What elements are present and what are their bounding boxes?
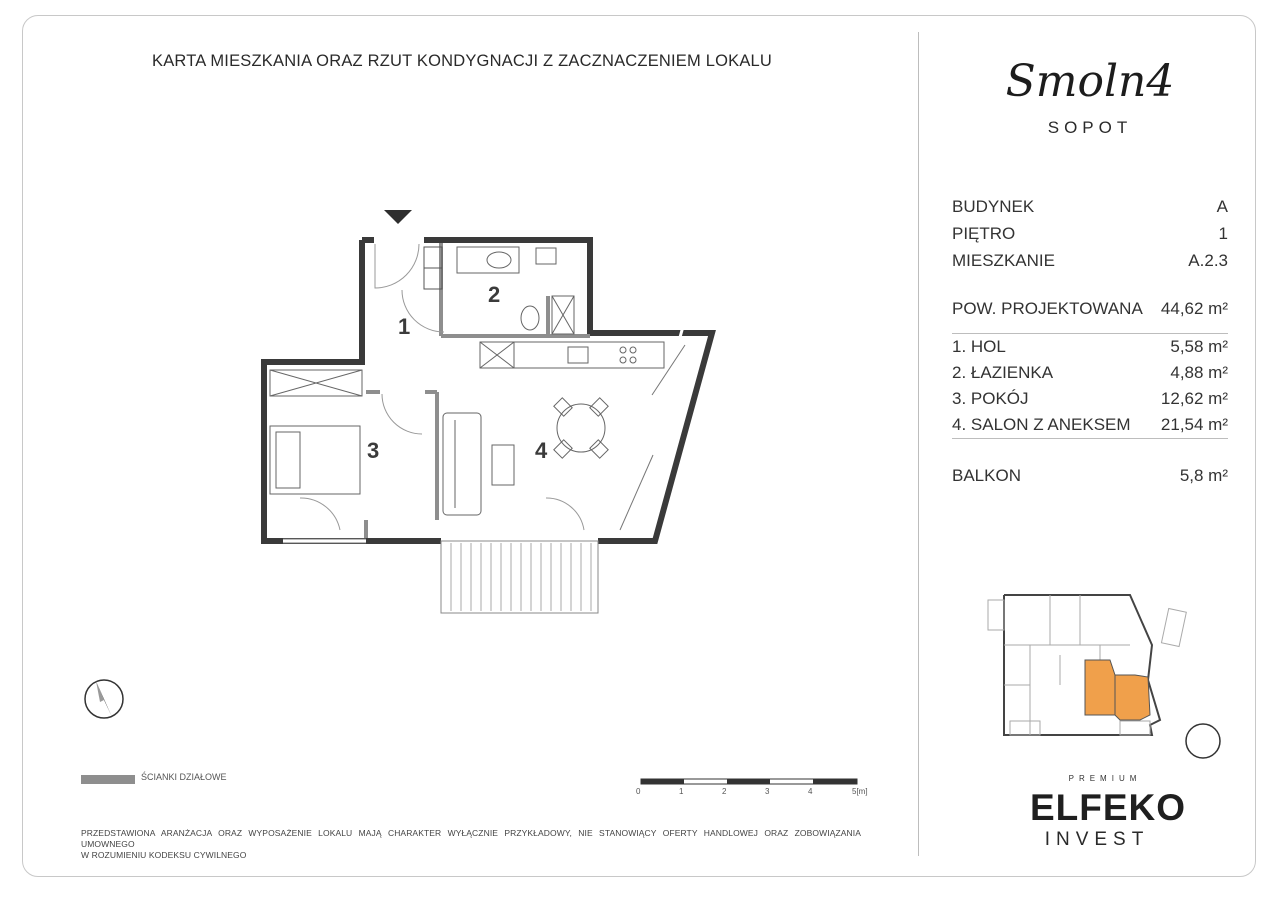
room-list: [952, 333, 1228, 439]
room-row: [952, 334, 1228, 360]
room-area: 4,88 m²: [1170, 363, 1228, 382]
info-value: A.2.3: [1188, 251, 1228, 270]
room-area: 5,58 m²: [1170, 337, 1228, 356]
info-value: A: [1216, 197, 1228, 216]
room-row: [952, 360, 1228, 386]
scale-tick: 1: [679, 787, 684, 796]
disclaimer: [81, 828, 861, 861]
developer-premium: PREMIUM: [1068, 774, 1142, 783]
key-floor-plan: [960, 575, 1240, 765]
sofa: [443, 413, 514, 515]
balcony-slats: [451, 543, 591, 611]
partition-legend-label: ŚCIANKI DZIAŁOWE: [141, 772, 227, 782]
scale-tick: 4: [808, 787, 813, 796]
info-label: BUDYNEK: [952, 197, 1035, 216]
developer-sub: INVEST: [1044, 829, 1150, 850]
balcony: [441, 541, 598, 613]
info-label: POW. PROJEKTOWANA: [952, 299, 1143, 318]
highlighted-unit: [1085, 660, 1150, 720]
info-row-floor: [952, 220, 1228, 247]
info-value: 1: [1218, 224, 1228, 243]
info-label: BALKON: [952, 466, 1021, 485]
partition-legend-swatch: [81, 775, 135, 784]
room-row: [952, 386, 1228, 412]
room-label: 4. SALON Z ANEKSEM: [952, 415, 1131, 434]
compass-icon: [1186, 724, 1220, 758]
info-value: 44,62 m²: [1160, 299, 1228, 318]
entrance-arrow-icon: [384, 210, 412, 224]
disclaimer-line-2: W ROZUMIENIU KODEKSU CYWILNEGO: [81, 850, 247, 860]
scale-tick: 0: [636, 787, 641, 796]
scale-tick: 5[m]: [852, 787, 868, 796]
info-row-building: [952, 193, 1228, 220]
info-row-balcony: [952, 462, 1228, 489]
room-number-4: 4: [535, 438, 548, 463]
bathroom-fixtures: [457, 247, 574, 334]
room-number-2: 2: [488, 282, 501, 307]
info-value: 5,8 m²: [1179, 466, 1228, 485]
info-label: PIĘTRO: [952, 224, 1016, 243]
kitchen-counter: [480, 342, 664, 368]
developer-logo: ELFEKO: [1030, 787, 1187, 828]
scale-tick: 3: [765, 787, 770, 796]
room-label: 1. HOL: [952, 337, 1006, 356]
info-row-apartment: [952, 247, 1228, 274]
compass-icon: [85, 680, 123, 718]
bedroom-furniture: [270, 370, 362, 494]
room-number-1: 1: [398, 314, 411, 339]
info-label: MIESZKANIE: [952, 251, 1055, 270]
project-logo: Smoln4: [1005, 56, 1175, 107]
building-info: [952, 193, 1228, 274]
room-label: 3. POKÓJ: [952, 389, 1029, 408]
room-row: [952, 412, 1228, 438]
room-area: 21,54 m²: [1160, 415, 1228, 434]
room-areas: [952, 333, 1228, 439]
dining-table: [554, 398, 608, 458]
total-area: [952, 295, 1228, 322]
room-number-3: 3: [367, 438, 380, 463]
page-title: KARTA MIESZKANIA ORAZ RZUT KONDYGNACJI Z ZACZNACZENIEM LOKALU: [152, 52, 773, 70]
balcony-info: [952, 462, 1228, 489]
partition-walls: [366, 243, 590, 538]
room-area: 12,62 m²: [1160, 389, 1228, 408]
project-city: SOPOT: [1047, 118, 1133, 137]
scale-tick: 2: [722, 787, 727, 796]
vertical-divider: [918, 32, 919, 856]
room-label: 2. ŁAZIENKA: [952, 363, 1054, 382]
disclaimer-line-1: PRZEDSTAWIONA ARANŻACJA ORAZ WYPOSAŻENIE LOKALU MAJĄ CHARAKTER WYŁĄCZNIE PRZYKŁADOWY, NIE STANOWIĄCY OFERTY HANDLOWEJ ORAZ ZOBOWIĄZANIA UMOWNEGO: [81, 828, 861, 849]
info-row-total-area: [952, 295, 1228, 322]
